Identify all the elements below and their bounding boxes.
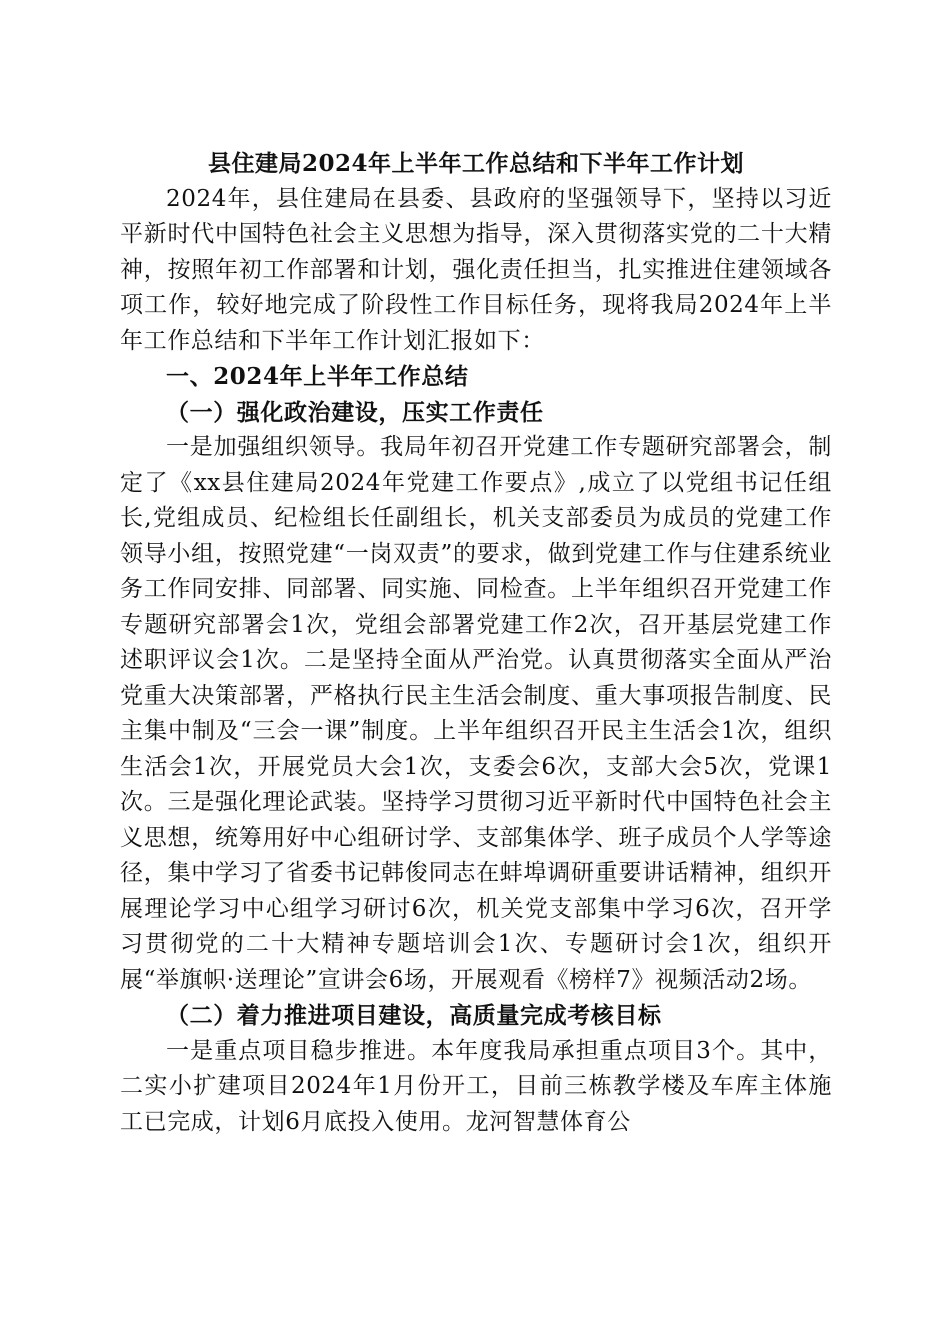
subsection-body-projects: 一是重点项目稳步推进。本年度我局承担重点项目3个。其中，二实小扩建项目2024年1月份开工，目前三栋教学楼及车库主体施工已完成，计划6月底投入使用。龙河智慧体育公 [120, 1037, 832, 1135]
intro-paragraph: 2024年，县住建局在县委、县政府的坚强领导下，坚持以习近平新时代中国特色社会主义思想为指导，深入贯彻落实党的二十大精神，按照年初工作部署和计划，强化责任担当，扎实推进住建领域各项工作，较好地完成了阶段性工作目标任务，现将我局2024年上半年工作总结和下半年工作计划汇报如下： [120, 185, 832, 354]
document-page [120, 146, 832, 1140]
section-heading-summary: 一、2024年上半年工作总结 [166, 363, 469, 390]
subsection-heading-projects: （二）着力推进项目建设，高质量完成考核目标 [166, 1002, 662, 1029]
document-title: 县住建局2024年上半年工作总结和下半年工作计划 [207, 150, 744, 177]
subsection-heading-political: （一）强化政治建设，压实工作责任 [166, 398, 544, 426]
subsection-body-political: 一是加强组织领导。我局年初召开党建工作专题研究部署会，制定了《xx县住建局2024年党建工作要点》,成立了以党组书记任组长,党组成员、纪检组长任副组长，机关支部委员为成员的党建工作领导小组，按照党建“一岗双责”的要求，做到党建工作与住建系统业务工作同安排、同部署、同实施、同检查。上半年组织召开党建工作专题研究部署会1次，党组会部署党建工作2次，召开基层党建工作述职评议会1次。二是坚持全面从严治党。认真贯彻落实全面从严治党重大决策部署，严格执行民主生活会制度、重大事项报告制度、民主集中制及“三会一课”制度。上半年组织召开民主生活会1次，组织生活会1次，开展党员大会1次，支委会6次，支部大会5次，党课1次。三是强化理论武装。坚持学习贯彻习近平新时代中国特色社会主义思想，统筹用好中心组研讨学、支部集体学、班子成员个人学等途径，集中学习了省委书记韩俊同志在蚌埠调研重要讲话精神，组织开展理论学习中心组学习研讨6次，机关党支部集中学习6次，召开学习贯彻党的二十大精神专题培训会1次、专题研讨会1次，组织开展“举旗帜·送理论”宣讲会6场，开展观看《榜样7》视频活动2场。 [120, 434, 832, 993]
